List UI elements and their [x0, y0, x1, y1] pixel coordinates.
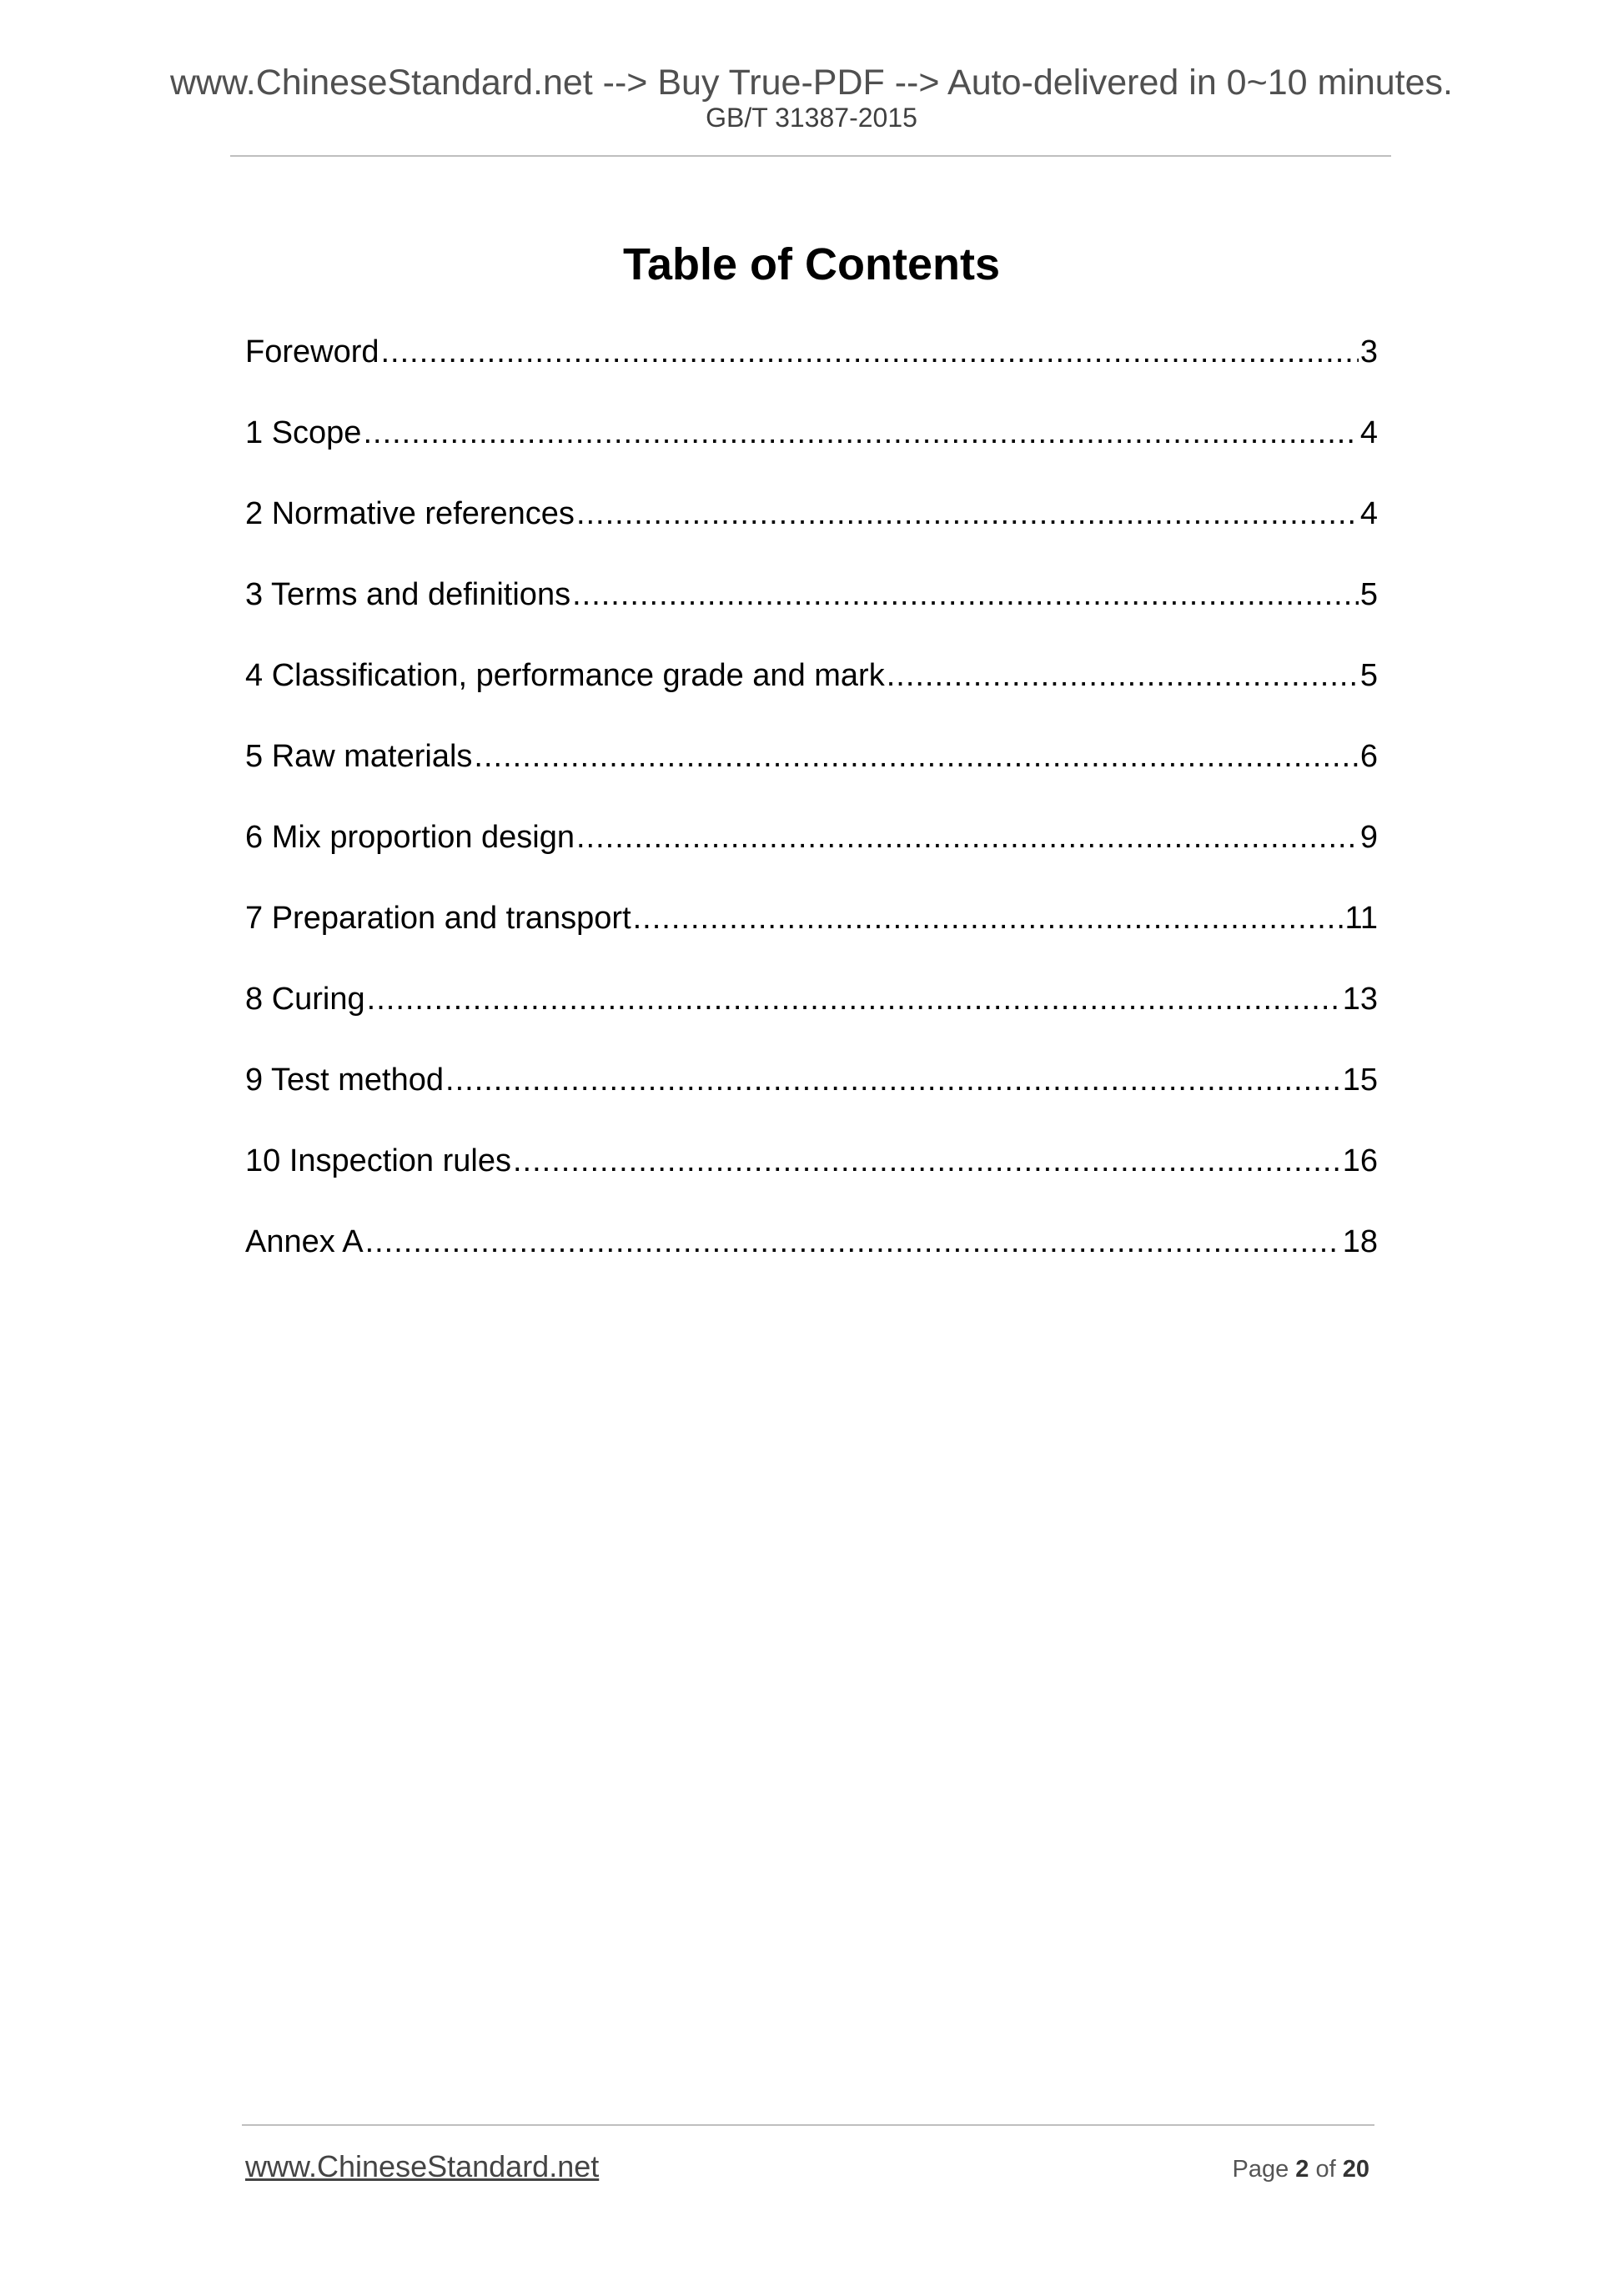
toc-entry-scope[interactable]	[245, 414, 1378, 495]
header-divider	[230, 155, 1391, 157]
toc-entry-page: 3	[1359, 334, 1378, 369]
toc-entry-mix-proportion-design[interactable]	[245, 819, 1378, 900]
toc-entry-label: 5 Raw materials	[245, 739, 473, 774]
toc-dot-leader	[633, 900, 1344, 938]
toc-entry-page: 9	[1359, 820, 1378, 855]
toc-entry-curing[interactable]	[245, 981, 1378, 1062]
toc-entry-page: 6	[1359, 739, 1378, 774]
toc-entry-page: 4	[1359, 496, 1378, 531]
table-of-contents	[245, 334, 1378, 1304]
toc-dot-leader	[887, 657, 1359, 696]
toc-entry-annex-a[interactable]	[245, 1223, 1378, 1304]
toc-dot-leader	[445, 1062, 1341, 1100]
toc-entry-label: 4 Classification, performance grade and mark	[245, 658, 885, 693]
toc-entry-page: 13	[1342, 982, 1378, 1017]
toc-dot-leader	[367, 981, 1341, 1019]
toc-dot-leader	[365, 1223, 1341, 1262]
toc-entry-foreword[interactable]	[245, 334, 1378, 414]
toc-dot-leader	[474, 738, 1358, 776]
toc-entry-raw-materials[interactable]	[245, 738, 1378, 819]
toc-entry-label: 3 Terms and definitions	[245, 577, 571, 612]
toc-entry-label: 1 Scope	[245, 415, 362, 450]
toc-entry-test-method[interactable]	[245, 1062, 1378, 1143]
standard-code: GB/T 31387-2015	[706, 103, 917, 133]
toc-entry-label: Foreword	[245, 334, 379, 369]
header-banner: www.ChineseStandard.net --> Buy True-PDF --> Auto-delivered in 0~10 minutes.	[169, 63, 1453, 103]
toc-dot-leader	[576, 819, 1359, 857]
toc-entry-page: 5	[1359, 658, 1378, 693]
toc-dot-leader	[381, 334, 1359, 372]
page-total: 20	[1342, 2156, 1369, 2183]
footer-divider	[242, 2124, 1374, 2126]
toc-entry-label: 6 Mix proportion design	[245, 820, 575, 855]
toc-entry-label: 10 Inspection rules	[245, 1143, 511, 1178]
toc-entry-label: Annex A	[245, 1224, 364, 1259]
toc-entry-page: 5	[1359, 577, 1378, 612]
toc-entry-page: 16	[1342, 1143, 1378, 1178]
toc-entry-normative-references[interactable]	[245, 495, 1378, 576]
toc-entry-page: 18	[1342, 1224, 1378, 1259]
toc-entry-preparation-and-transport[interactable]	[245, 900, 1378, 981]
toc-entry-page: 15	[1342, 1063, 1378, 1098]
page-of: of	[1315, 2156, 1336, 2183]
toc-entry-page: 4	[1359, 415, 1378, 450]
toc-entry-label: 7 Preparation and transport	[245, 901, 631, 936]
page-prefix: Page	[1232, 2156, 1289, 2183]
toc-dot-leader	[363, 414, 1358, 453]
page-current: 2	[1295, 2156, 1309, 2183]
toc-entry-label: 9 Test method	[245, 1063, 445, 1098]
page-title: Table of Contents	[623, 239, 1000, 289]
footer-site-link[interactable]: www.ChineseStandard.net	[245, 2149, 600, 2183]
toc-entry-label: 2 Normative references	[245, 496, 575, 531]
toc-dot-leader	[513, 1143, 1341, 1181]
toc-entry-inspection-rules[interactable]	[245, 1143, 1378, 1223]
toc-entry-terms-and-definitions[interactable]	[245, 576, 1378, 657]
page-number	[1232, 2158, 1369, 2182]
toc-dot-leader	[576, 495, 1359, 534]
toc-dot-leader	[572, 576, 1359, 615]
toc-entry-classification[interactable]	[245, 657, 1378, 738]
toc-entry-label: 8 Curing	[245, 982, 365, 1017]
toc-entry-page: 11	[1344, 901, 1378, 936]
